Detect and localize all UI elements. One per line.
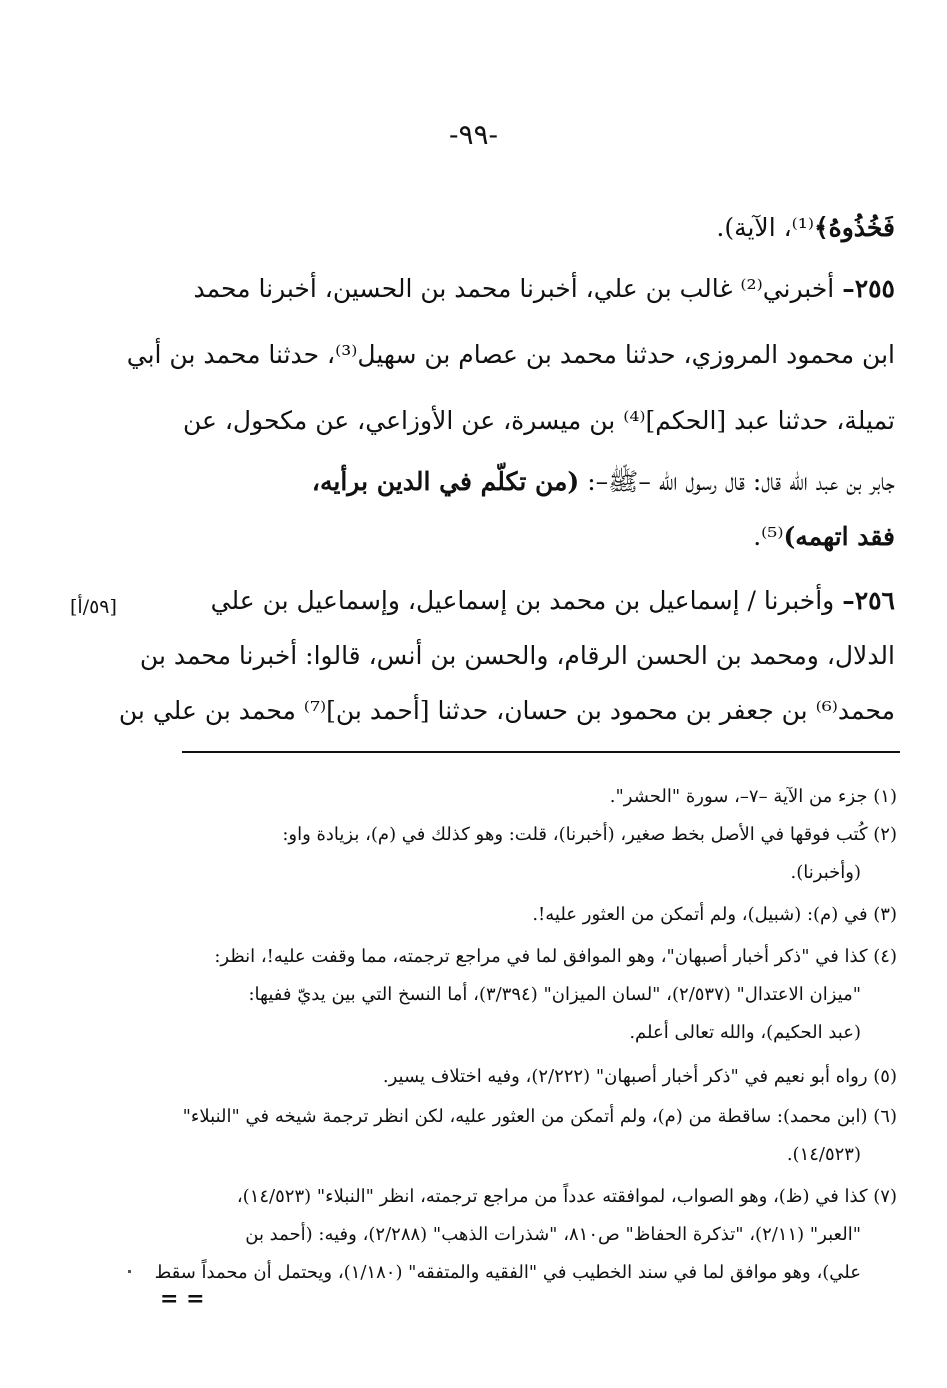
footnote-4-cont-2: (عبد الحكيم)، والله تعالى أعلم. [629,1022,861,1043]
footnote-1: (١) جزء من الآية –٧–، سورة "الحشر". [609,786,897,807]
hadith-255-matn-end: فقد اتهمه) [783,522,895,551]
hadith-255-first-line [193,276,895,301]
hadith-255-narration: جابر بن عبد الله قال: قال رسول الله –ﷺ–: [579,467,895,496]
footnote-ref-5: ⁽⁵⁾. [753,522,784,551]
verse-rest: ⁽¹⁾، الآية). [716,213,814,242]
hadith-number-255: ٢٥٥– [842,274,895,303]
footnote-4-cont: "ميزان الاعتدال" (٢/٥٣٧)، "لسان الميزان" (٣/٣٩٤)، أما النسخ التي بين يديّ ففيها: [248,984,861,1005]
footnote-7-cont: "العبر" (٢/١١)، "تذكرة الحفاظ" ص٨١٠، "شذرات الذهب" (٢/٢٨٨)، وفيه: (أحمد بن [245,1224,861,1245]
footnote-2-cont: (وأخبرنا). [790,862,861,883]
continuation-mark: = = [160,1286,205,1312]
hadith-255-line-4 [312,469,895,494]
hadith-255-line-3: تميلة، حدثنا عبد [الحكم]⁽⁴⁾ بن ميسرة، عن الأوزاعي، عن مكحول، عن [182,406,895,435]
footnote-separator [182,751,900,753]
verse-word: فَخُذُوهُ﴾ [813,213,895,242]
footnote-4: (٤) كذا في "ذكر أخبار أصبهان"، وهو الموافق لما في مراجع ترجمته، مما وقفت عليه!، انظر: [214,946,897,967]
verse-ending-line [716,215,895,240]
hadith-256-first-line [211,588,895,613]
footnote-7: (٧) كذا في (ظ)، وهو الصواب، لموافقته عدداً من مراجع ترجمته، انظر "النبلاء" (١٤/٥٢٣)، [236,1186,897,1207]
hadith-256-text: وأخبرنا / إسماعيل بن محمد بن إسماعيل، وإسماعيل بن علي [210,586,843,615]
page-number: -٩٩- [448,118,498,151]
hadith-number-256: ٢٥٦– [842,586,895,615]
hadith-256-line-3: محمد⁽⁶⁾ بن جعفر بن محمود بن حسان، حدثنا [أحمد بن]⁽⁷⁾ محمد بن علي بن [118,696,895,725]
footnote-6: (٦) (ابن محمد): ساقطة من (م)، ولم أتمكن من العثور عليه، لكن انظر ترجمة شيخه في "النبلاء" [182,1106,897,1127]
footnote-6-cont: (١٤/٥٢٣). [786,1144,861,1165]
footnote-7-cont-2: علي)، وهو موافق لما في سند الخطيب في "الفقيه والمتفقه" (١/١٨٠)، ويحتمل أن محمداً سقط [154,1262,861,1283]
hadith-255-line-2: ابن محمود المروزي، حدثنا محمد بن عصام بن سهيل⁽³⁾، حدثنا محمد بن أبي [126,340,895,369]
hadith-255-text: أخبرني⁽²⁾ غالب بن علي، أخبرنا محمد بن الحسين، أخبرنا محمد [193,274,843,303]
footnote-3: (٣) في (م): (شبيل)، ولم أتمكن من العثور عليه!. [532,904,897,925]
scan-speck [128,1270,131,1273]
hadith-255-matn: (من تكلّم في الدين برأيه، [311,467,580,496]
footnote-2: (٢) كُتب فوقها في الأصل بخط صغير، (أخبرنا)، قلت: وهو كذلك في (م)، بزيادة واو: [282,824,897,845]
hadith-256-line-2: الدلال، ومحمد بن الحسن الرقام، والحسن بن أنس، قالوا: أخبرنا محمد بن [139,641,895,670]
footnote-5: (٥) رواه أبو نعيم في "ذكر أخبار أصبهان" (٢/٢٢٢)، وفيه اختلاف يسير. [382,1066,897,1087]
hadith-255-line-5 [753,524,895,549]
manuscript-folio-marker: [٥٩/أ] [70,596,117,618]
